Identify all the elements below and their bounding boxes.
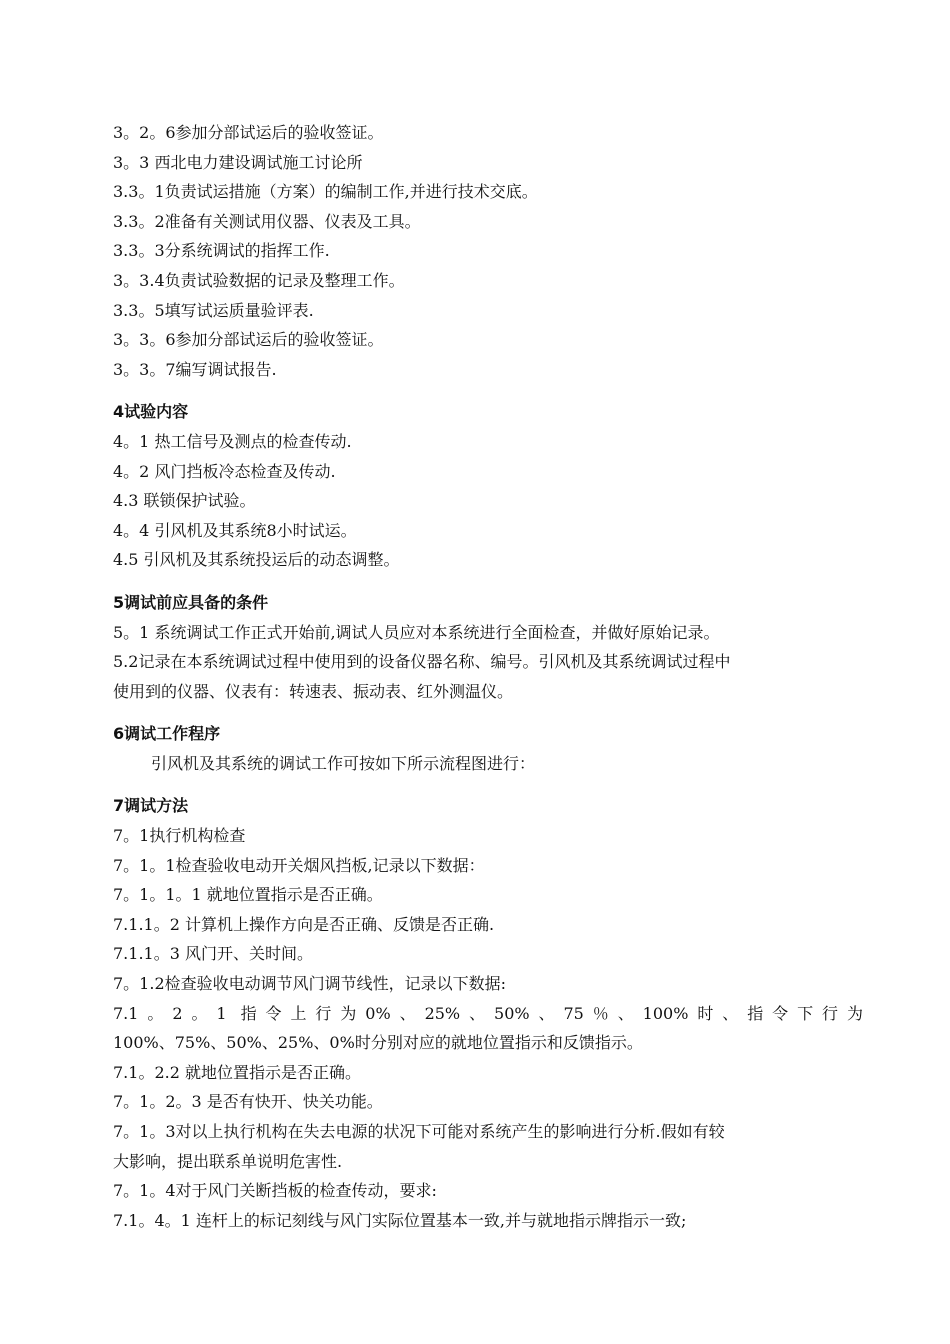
text-line: 3。3 西北电力建设调试施工讨论所 [113, 152, 363, 172]
text-line: 7。1。2。3 是否有快开、快关功能。 [113, 1092, 383, 1112]
text-line: 使用到的仪器、仪表有：转速表、振动表、红外测温仪。 [113, 681, 514, 701]
text-line: 100%、75%、50%、25%、0%时分别对应的就地位置指示和反馈指示。 [113, 1033, 643, 1053]
text-line: 7.1。2。1 指令上行为0%、25%、50%、75％、100%时、指令下行为 [113, 1003, 863, 1023]
text-line: 3。3。7编写调试报告. [113, 359, 277, 379]
text-line: 7。1。1检查验收电动开关烟风挡板,记录以下数据： [113, 855, 485, 875]
text-line: 7.1。4。1 连杆上的标记刻线与风门实际位置基本一致,并与就地指示牌指示一致; [113, 1210, 687, 1230]
text-line: 4.5 引风机及其系统投运后的动态调整。 [113, 550, 400, 570]
section-heading-7: 7调试方法 [113, 796, 189, 816]
text-line: 3.3。3分系统调试的指挥工作. [113, 241, 330, 261]
text-line: 7。1。1。1 就地位置指示是否正确。 [113, 885, 383, 905]
text-line: 大影响，提出联系单说明危害性. [113, 1151, 343, 1171]
text-line: 7.1.1。2 计算机上操作方向是否正确、反馈是否正确. [113, 914, 495, 934]
text-line: 3.3。5填写试运质量验评表. [113, 300, 314, 320]
text-line: 7.1.1。3 风门开、关时间。 [113, 944, 313, 964]
text-line: 7.1。2.2 就地位置指示是否正确。 [113, 1062, 361, 1082]
section-heading-6: 6调试工作程序 [113, 724, 221, 744]
text-line: 4.3 联锁保护试验。 [113, 491, 256, 511]
text-line: 4。4 引风机及其系统8小时试运。 [113, 520, 357, 540]
text-line: 4。2 风门挡板冷态检查及传动. [113, 461, 336, 481]
text-line: 7。1.2检查验收电动调节风门调节线性，记录以下数据: [113, 974, 507, 994]
text-line: 5。1 系统调试工作正式开始前,调试人员应对本系统进行全面检查，并做好原始记录。 [113, 622, 720, 642]
text-line: 3。3.4负责试验数据的记录及整理工作。 [113, 270, 405, 290]
text-line: 3。3。6参加分部试运后的验收签证。 [113, 330, 384, 350]
text-line: 7。1。4对于风门关断挡板的检查传动，要求: [113, 1181, 437, 1201]
document-page [113, 118, 863, 1235]
text-line: 引风机及其系统的调试工作可按如下所示流程图进行： [151, 753, 536, 773]
text-line: 7。1。3对以上执行机构在失去电源的状况下可能对系统产生的影响进行分析.假如有较 [113, 1122, 725, 1141]
text-line: 3。2。6参加分部试运后的验收签证。 [113, 123, 384, 142]
text-line: 4。1 热工信号及测点的检查传动. [113, 431, 352, 451]
section-heading-5: 5调试前应具备的条件 [113, 592, 269, 612]
text-line: 7。1执行机构检查 [113, 826, 246, 846]
text-line: 5.2记录在本系统调试过程中使用到的设备仪器名称、编号。引风机及其系统调试过程中 [113, 652, 731, 672]
section-heading-4: 4试验内容 [113, 402, 189, 422]
text-line: 3.3。1负责试运措施（方案）的编制工作,并进行技术交底。 [113, 182, 538, 202]
text-line: 3.3。2准备有关测试用仪器、仪表及工具。 [113, 211, 421, 231]
